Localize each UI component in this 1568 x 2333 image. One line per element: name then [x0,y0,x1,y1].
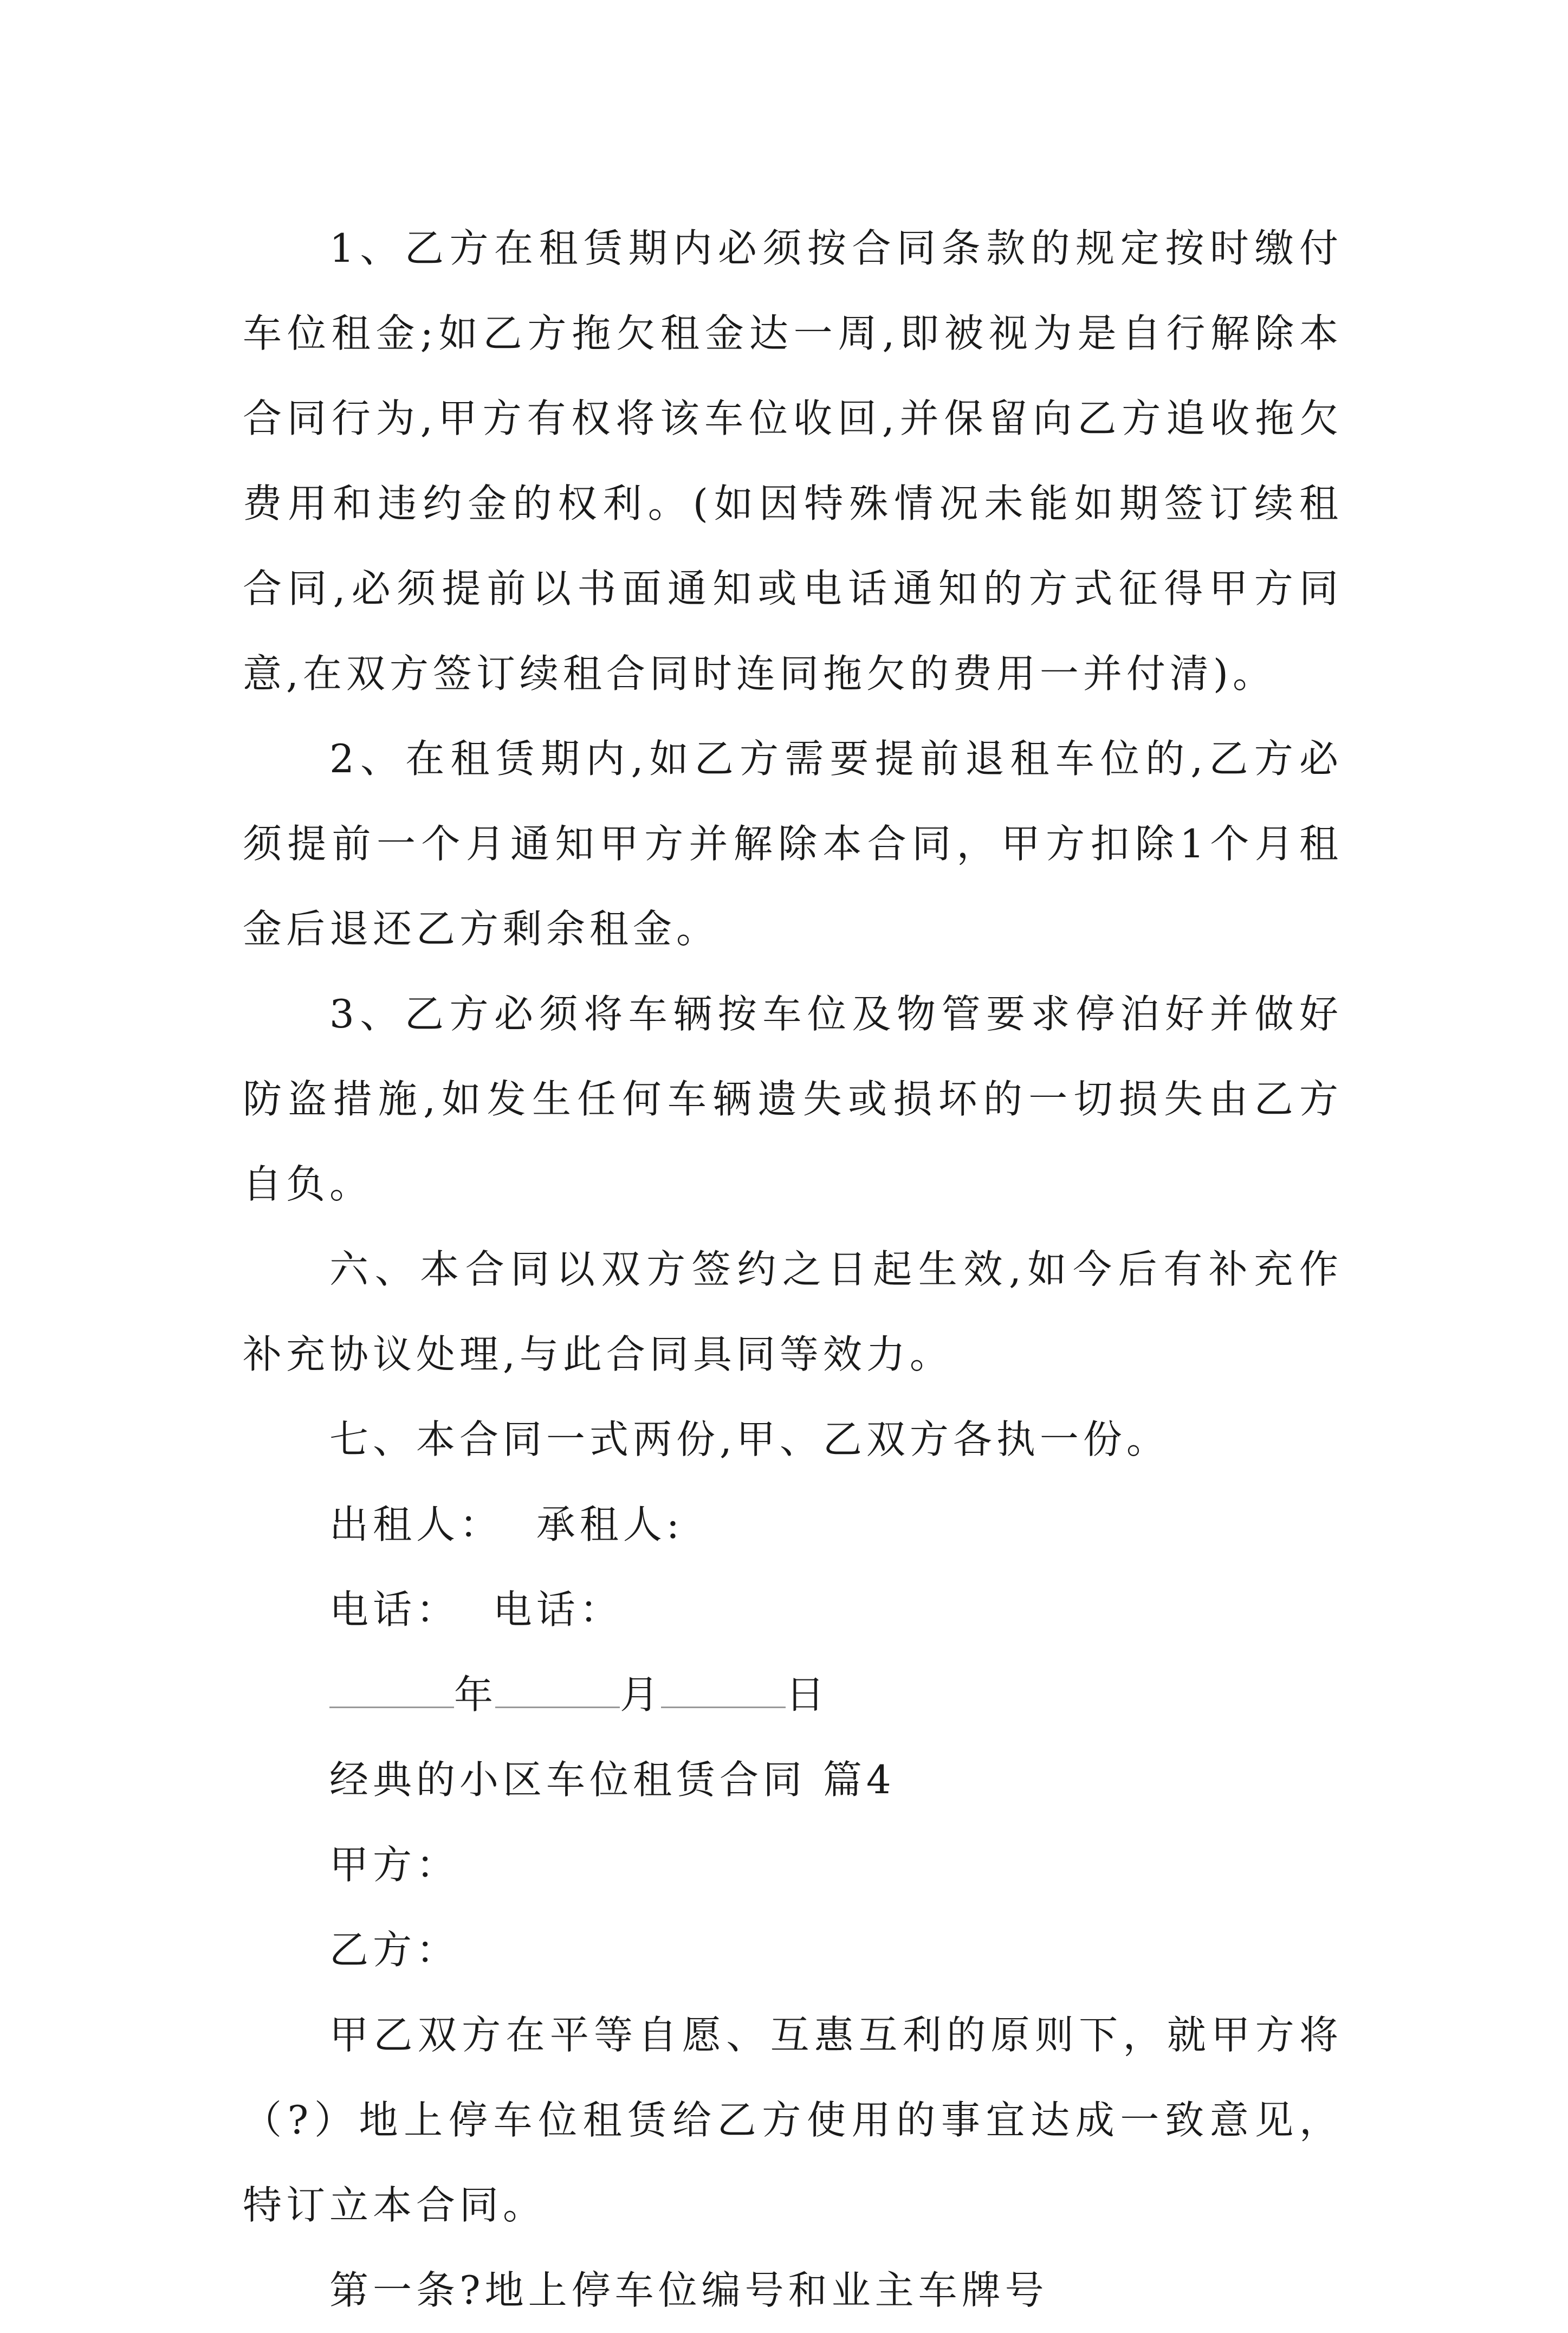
year-label: 年 [454,1672,496,1717]
clause-paragraph-2: 2、在租赁期内,如乙方需要提前退租车位的,乙方必须提前一个月通知甲方并解除本合同，甲方扣除1个月租金后退还乙方剩余租金。 [243,736,1343,952]
clause-paragraph-1: 1、乙方在租赁期内必须按合同条款的规定按时缴付车位租金;如乙方拖欠租金达一周,即被视为是自行解除本合同行为,甲方有权将该车位收回,并保留向乙方追收拖欠费用和违约金的权利。(如因特殊情况未能如期签订续租合同,必须提前以书面通知或电话通知的方式征得甲方同意,在双方签订续租合同时连同拖欠的费用一并付清)。 [243,225,1343,696]
phone-line [243,1567,1343,1652]
clause-paragraph-7: 七、本合同一式两份,甲、乙双方各执一份。 [329,1417,1170,1462]
month-label: 月 [620,1672,662,1717]
clause-paragraph-6: 六、本合同以双方签约之日起生效,如今后有补充作补充协议处理,与此合同具同等效力。 [243,1246,1343,1377]
phone-label-lessor: 电话： [329,1587,460,1632]
signature-line [243,1482,1343,1567]
party-a-label: 甲方： [329,1842,460,1888]
year-blank [329,1675,454,1708]
clause-paragraph-3: 3、乙方必须将车辆按车位及物管要求停泊好并做好防盗措施,如发生任何车辆遗失或损坏的一切损失由乙方自负。 [243,991,1343,1207]
intro-paragraph: 甲乙双方在平等自愿、互惠互利的原则下，就甲方将（?）地上停车位租赁给乙方使用的事宜达成一致意见，特订立本合同。 [243,2012,1343,2228]
article-one-heading: 第一条?地上停车位编号和业主车牌号 [329,2267,1048,2313]
lessee-label: 承租人: [536,1502,684,1547]
document-page [243,206,1343,2333]
phone-label-lessee: 电话： [493,1587,623,1632]
date-line [243,1652,1343,1737]
month-blank [495,1675,620,1708]
day-blank [661,1675,786,1708]
lessor-label: 出租人： [329,1502,503,1547]
day-label: 日 [786,1672,827,1717]
party-b-label: 乙方： [329,1927,460,1973]
section-title: 经典的小区车位租赁合同 篇4 [329,1757,896,1802]
